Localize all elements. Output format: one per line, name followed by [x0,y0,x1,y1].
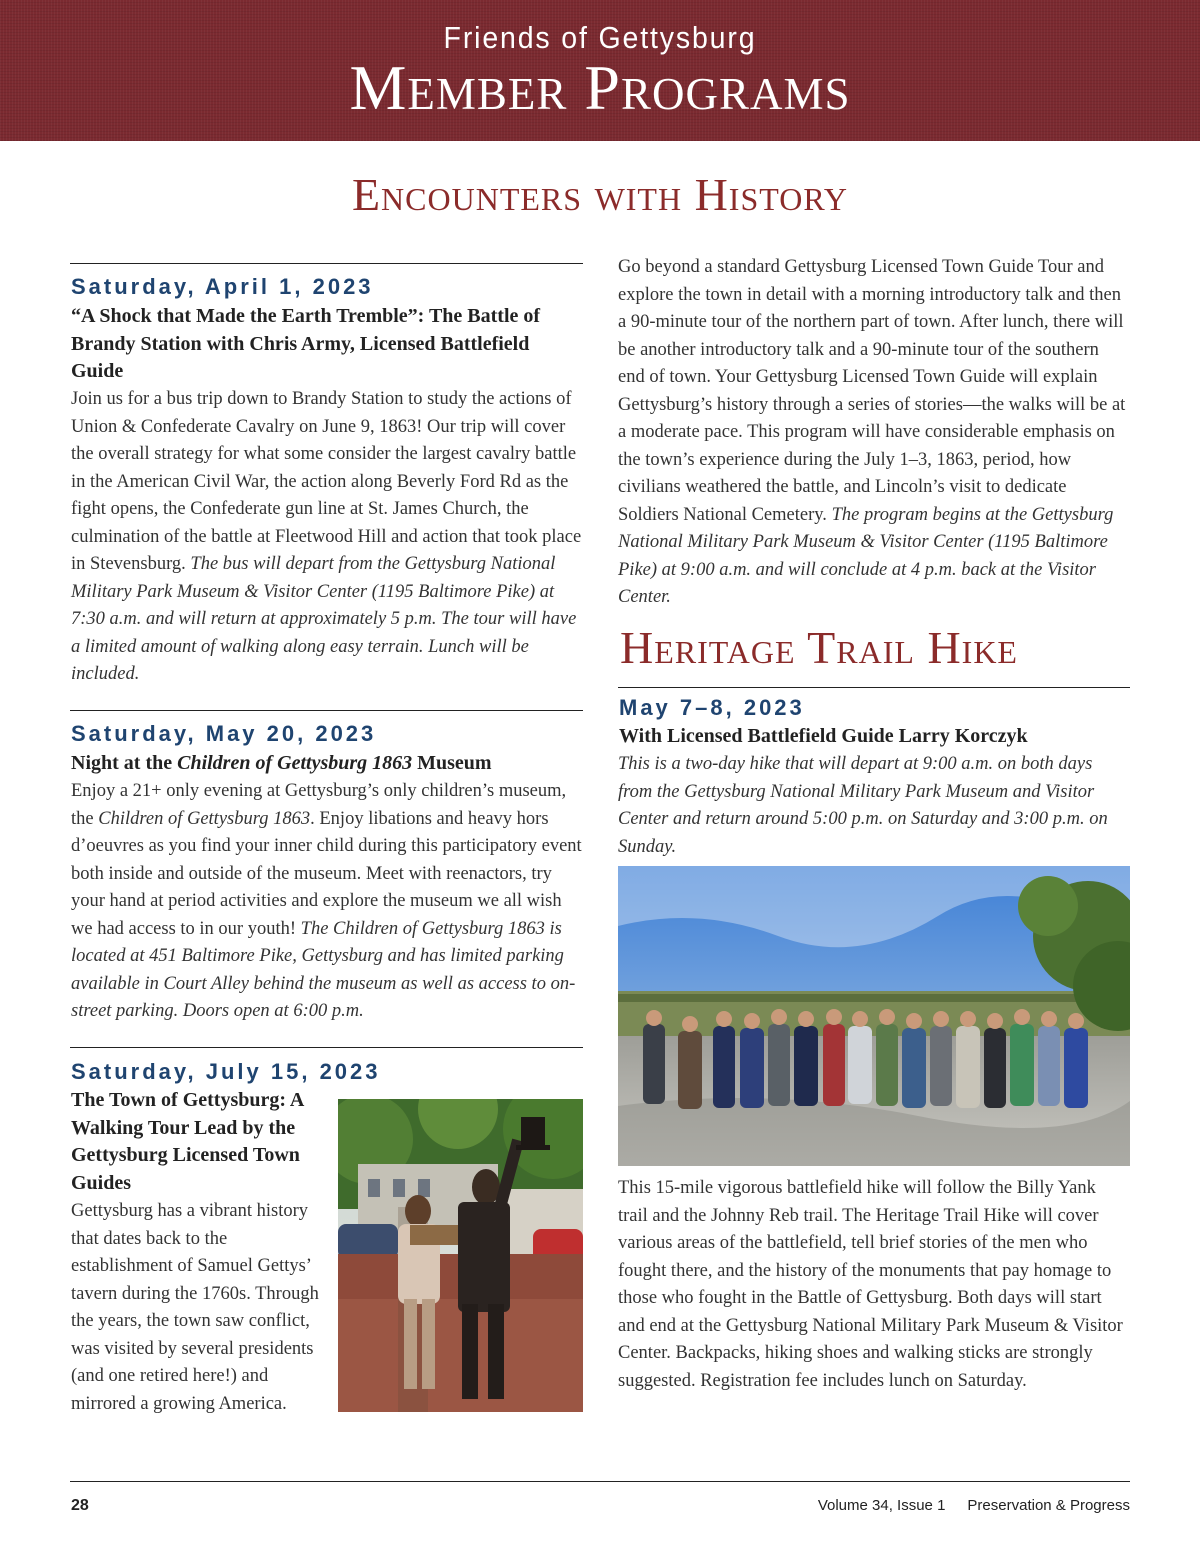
hike-heading: With Licensed Battlefield Guide Larry Korczyk [619,725,1028,747]
hike-description: This 15-mile vigorous battlefield hike will follow the Billy Yank trail and the Johnny Reb trail. The Heritage Trail Hike will cover various areas of the battlefield, tell brief stories of the men who fought there, and the history of the monuments that pay homage to those who fought in the Battle of Gettysburg. Both days will start and end at the Gettysburg National Military Park Museum & Visitor Center. Backpacks, hiking shoes and walking sticks are strongly suggested. Registration fee includes lunch on Saturday. [618,1178,1123,1391]
event-body: Join us for a bus trip down to Brandy Station to study the actions of Union & Confederate Cavalry on June 9, 1863! Our trip will cover the overall strategy for what some consider the largest cavalry battle in the American Civil War, the action along Beverly Ford Rd as the fight opens, the Confederate gun line at St. James Church, the culmination of the battle at Fleetwood Hill and action that took place in Stevensburg. [71,389,582,574]
tour-logistics: The program begins at the Gettysburg National Military Park Museum & Visitor Center (1195 Baltimore Pike) at 9:00 a.m. and will conclude at 4 p.m. back at the Visitor Center. [618,504,1114,607]
header-banner [0,0,1200,141]
event-logistics: The Children of Gettysburg 1863 is located at 451 Baltimore Pike, Gettysburg and has limited parking available in Court Alley behind the museum as well as access to on-street parking. Doors open at 6:00 p.m. [71,918,576,1021]
event-description [71,778,583,1026]
divider [70,263,583,264]
encounters-section-title: Encounters with History [351,169,849,220]
volume-issue: Volume 34, Issue 1 [817,1497,946,1514]
event-date: Saturday, April 1, 2023 [71,274,374,299]
divider [70,710,583,711]
event-description: Gettysburg has a vibrant history that dates back to the establishment of Samuel Gettys’ tavern during the 1760s. Through the years, the town saw conflict, was visited by several presidents (and one retired here!) and mirrored a growing America. [71,1201,319,1414]
event-date: Saturday, May 20, 2023 [71,721,377,746]
hike-date: May 7–8, 2023 [619,695,805,720]
tour-body: Go beyond a standard Gettysburg Licensed Town Guide Tour and explore the town in detail with a morning introductory talk and then a 90-minute tour of the northern part of town. After lunch, there will be another introductory talk and a 90-minute tour of the southern end of town. Your Gettysburg Licensed Town Guide will explain Gettysburg’s history through a series of stories—the walks will be at a moderate pace. This program will have considerable emphasis on the town’s experience during the July 1–3, 1863, period, how civilians weathered the battle, and Lincoln’s visit to dedicate Soldiers National Cemetery. [618,257,1126,525]
page-number: 28 [71,1497,89,1514]
footer-volume [818,1497,1130,1514]
organization-name: Friends of Gettysburg [443,20,757,55]
heading-text: Museum [412,752,492,774]
hike-intro: This is a two-day hike that will depart at 9:00 a.m. on both days from the Gettysburg National Military Park Museum and Visitor Center and return around 5:00 p.m. on Saturday and 3:00 p.m. on Sunday. [618,754,1108,857]
divider [618,687,1130,688]
museum-name: Children of Gettysburg 1863 [98,808,311,829]
heritage-section-title: Heritage Trail Hike [620,622,1018,673]
event-body: . Enjoy libations and heavy hors d’oeuvres as you find your inner child during this participatory event both inside and outside of the museum. Meet with reenactors, try your hand at period activities and explore the museum we all wish we had access to in our youth! [71,808,582,939]
event-body: Enjoy a 21+ only evening at Gettysburg’s only children’s museum, the [71,781,567,829]
event-heading: The Town of Gettysburg: A Walking Tour Lead by the Gettysburg Licensed Town Guides [71,1089,304,1194]
event-description [71,386,583,689]
footer-divider [70,1481,1130,1482]
heading-museum-name: Children of Gettysburg 1863 [177,752,413,774]
hike-group-photo [618,866,1130,1166]
event-date: Saturday, July 15, 2023 [71,1059,381,1084]
page-title: Member Programs [349,52,851,123]
divider [70,1047,583,1048]
publication-name: Preservation & Progress [967,1497,1130,1514]
event-logistics: The bus will depart from the Gettysburg National Military Park Museum & Visitor Center (1195 Baltimore Pike) at 7:30 a.m. and will return at approximately 5 p.m. The tour will have a limited amount of walking along easy terrain. Lunch will be included. [71,554,577,684]
heading-text: Night at the [71,752,178,774]
walking-tour-details [618,254,1130,612]
event-heading: “A Shock that Made the Earth Tremble”: The Battle of Brandy Station with Chris Army, Licensed Battlefield Guide [71,305,541,382]
lincoln-statue-photo [338,1099,583,1412]
event-heading [71,750,583,778]
